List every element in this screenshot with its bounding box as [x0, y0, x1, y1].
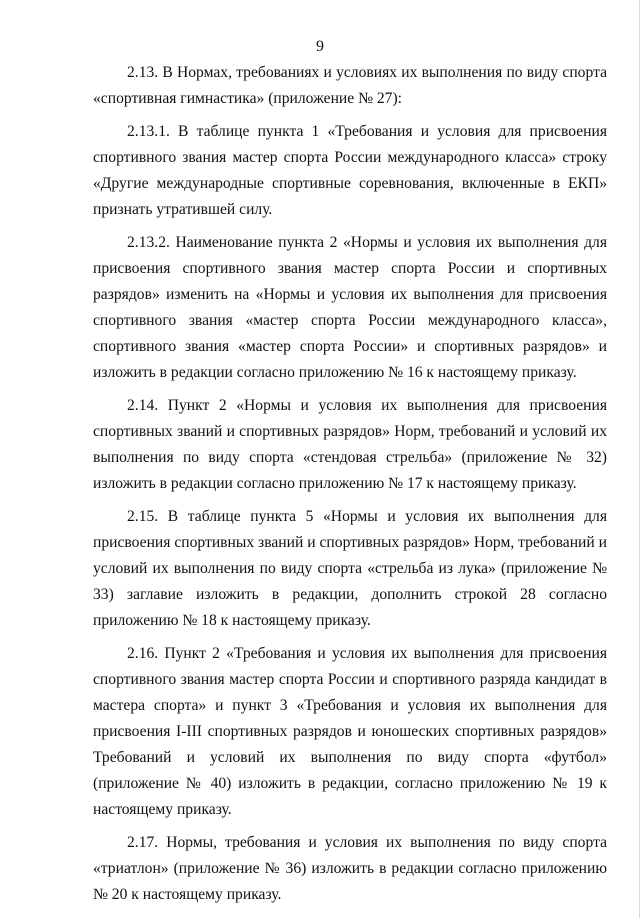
- page-number: 9: [316, 38, 324, 55]
- paragraph-2-13-1: 2.13.1. В таблице пункта 1 «Требования и условия для присвоения спортивного звания мастер спорта России международного класса» строку «Другие международные спортивные соревнования, включенные в ЕКП» признать утратившей силу.: [93, 123, 607, 218]
- paragraph-2-16: 2.16. Пункт 2 «Требования и условия их выполнения для присвоения спортивного звания мастер спорта России и спортивного разряда кандидат в мастера спорта» и пункт 3 «Требования и условия их выполнения для присвоения I-III спортивных разрядов и юношеских спортивных разрядов» Требований и условий их выполнения по виду спорта «футбол» (приложение № 40) изложить в редакции, согласно приложению № 19 к настоящему приказу.: [93, 645, 607, 818]
- paragraph-2-13: 2.13. В Нормах, требованиях и условиях их выполнения по виду спорта «спортивная гимнастика» (приложение № 27):: [93, 64, 607, 107]
- document-body: [93, 60, 607, 908]
- paragraph-2-17: 2.17. Нормы, требования и условия их выполнения по виду спорта «триатлон» (приложение № 36) изложить в редакции согласно приложению № 20 к настоящему приказу.: [93, 834, 607, 903]
- paragraph-2-14: 2.14. Пункт 2 «Нормы и условия их выполнения для присвоения спортивных званий и спортивных разрядов» Норм, требований и условий их выполнения по виду спорта «стендовая стрельба» (приложение № 32) изложить в редакции согласно приложению № 17 к настоящему приказу.: [93, 397, 607, 492]
- paragraph-2-15: 2.15. В таблице пункта 5 «Нормы и условия их выполнения для присвоения спортивных званий и спортивных разрядов» Норм, требований и условий их выполнения по виду спорта «стрельба из лука» (приложение № 33) заглавие изложить в редакции, дополнить строкой 28 согласно приложению № 18 к настоящему приказу.: [93, 508, 607, 629]
- paragraph-2-13-2: 2.13.2. Наименование пункта 2 «Нормы и условия их выполнения для присвоения спортивного звания мастер спорта России и спортивных разрядов» изменить на «Нормы и условия их выполнения для присвоения спортивного звания «мастер спорта России международного класса», спортивного звания «мастер спорта России» и спортивных разрядов» и изложить в редакции согласно приложению № 16 к настоящему приказу.: [93, 234, 607, 381]
